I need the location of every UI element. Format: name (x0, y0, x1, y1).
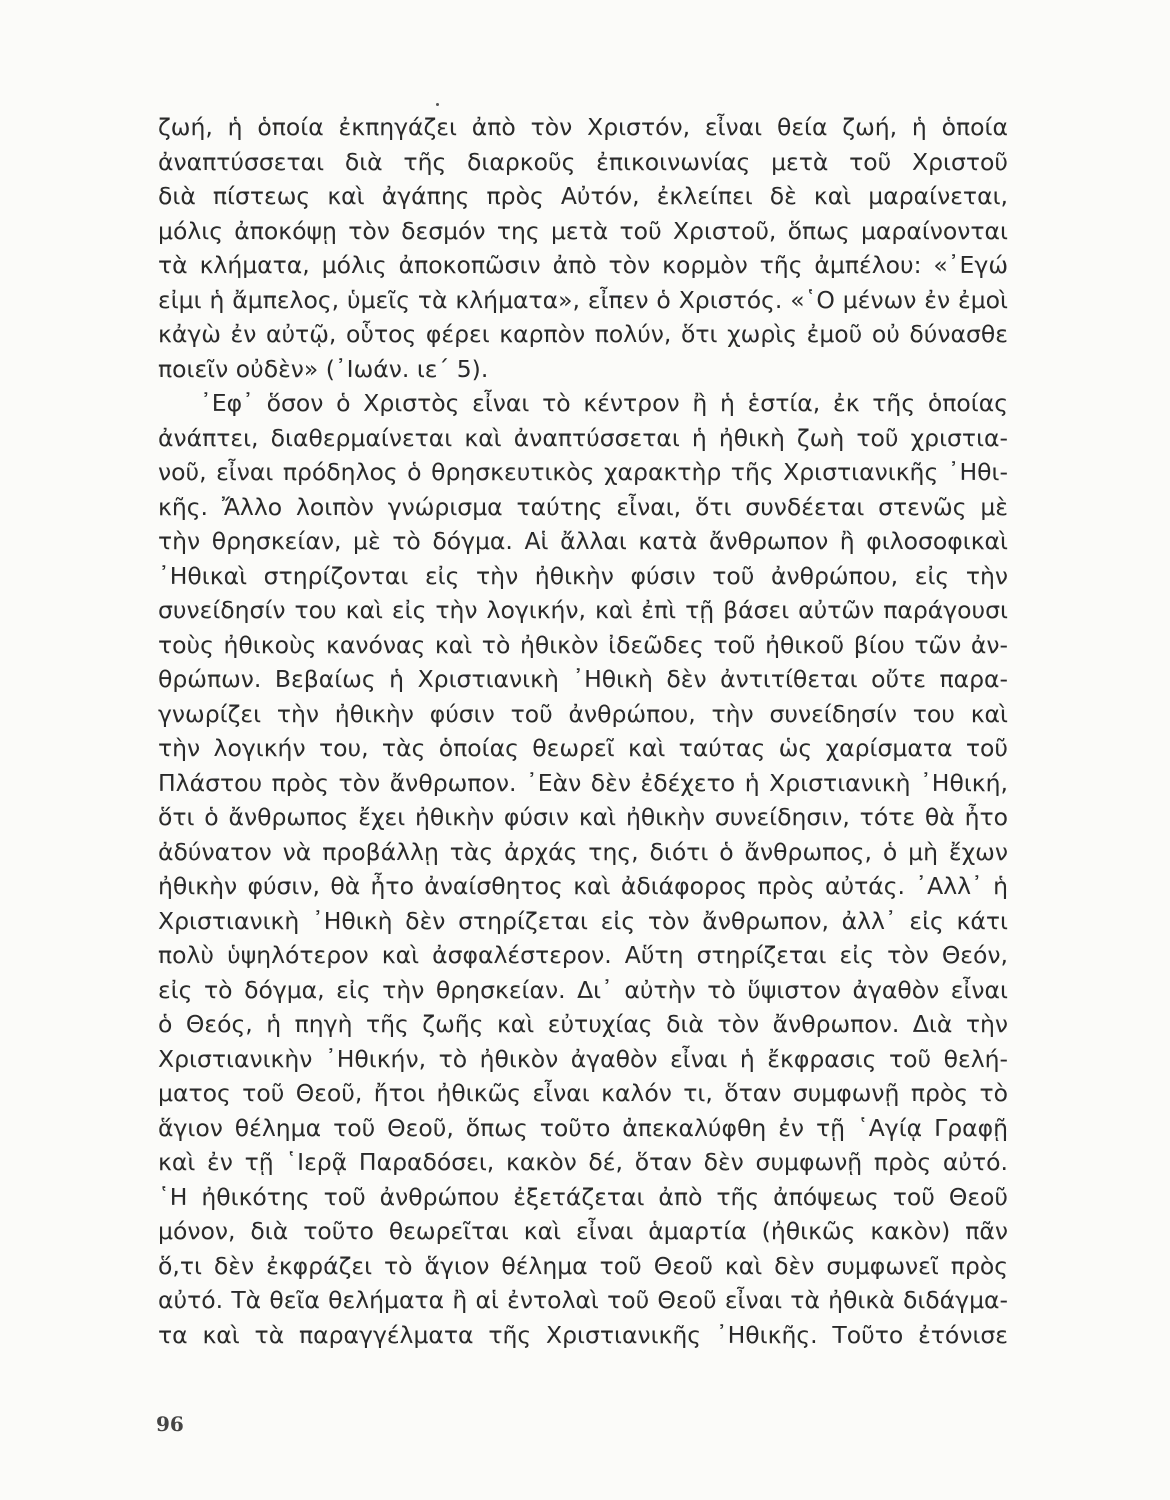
text-line: τα καὶ τὰ παραγγέλματα τῆς Χριστιανικῆς ᾿Ηθικῆς. Τοῦτο ἐτόνισε (158, 1320, 1008, 1349)
text-line: ὁ Θεός, ἡ πηγὴ τῆς ζωῆς καὶ εὐτυχίας διὰ τὸν ἄνθρωπον. Διὰ τὴν (158, 1010, 1008, 1038)
text-line: συνείδησίν του καὶ εἰς τὴν λογικήν, καὶ ἐπὶ τῇ βάσει αὐτῶν παράγουσι (158, 596, 1008, 624)
text-line: Χριστιανικὴ ᾿Ηθικὴ δὲν στηρίζεται εἰς τὸν ἄνθρωπον, ἀλλ᾿ εἰς κάτι (158, 906, 1008, 935)
text-line: διὰ πίστεως καὶ ἀγάπης πρὸς Αὐτόν, ἐκλείπει δὲ καὶ μαραίνεται, (158, 182, 1008, 210)
text-line: εἰς τὸ δόγμα, εἰς τὴν θρησκείαν. Δι᾿ αὐτὴν τὸ ὕψιστον ἀγαθὸν εἶναι (158, 975, 1008, 1004)
text-line: κῆς. Ἄλλο λοιπὸν γνώρισμα ταύτης εἶναι, ὅτι συνδέεται στενῶς μὲ (158, 492, 1008, 521)
text-line: τὰ κλήματα, μόλις ἀποκοπῶσιν ἀπὸ τὸν κορμὸν τῆς ἀμπέλου: «᾿Εγώ (158, 251, 1008, 279)
text-line: ἠθικὴν φύσιν, θὰ ἦτο ἀναίσθητος καὶ ἀδιάφορος πρὸς αὐτάς. ᾿Αλλ᾿ ἡ (158, 872, 1008, 900)
text-line: ῾Η ἠθικότης τοῦ ἀνθρώπου ἐξετάζεται ἀπὸ τῆς ἀπόψεως τοῦ Θεοῦ (158, 1182, 1008, 1211)
text-line: τοὺς ἠθικοὺς κανόνας καὶ τὸ ἠθικὸν ἰδεῶδες τοῦ ἠθικοῦ βίου τῶν ἀν- (158, 630, 1008, 659)
text-line: ὅτι ὁ ἄνθρωπος ἔχει ἠθικὴν φύσιν καὶ ἠθικὴν συνείδησιν, τότε θὰ ἦτο (158, 803, 1008, 831)
text-line: ποιεῖν οὐδὲν» (᾿Ιωάν. ιε΄ 5). (158, 354, 489, 383)
text-line: ἀναπτύσσεται διὰ τῆς διαρκοῦς ἐπικοινωνίας μετὰ τοῦ Χριστοῦ (158, 147, 1008, 176)
text-line: ἅγιον θέλημα τοῦ Θεοῦ, ὅπως τοῦτο ἀπεκαλύφθη ἐν τῇ ῾Αγίᾳ Γραφῇ (158, 1113, 1008, 1142)
ink-speck (436, 103, 439, 106)
text-line: μόλις ἀποκόψῃ τὸν δεσμόν της μετὰ τοῦ Χριστοῦ, ὅπως μαραίνονται (158, 216, 1008, 245)
text-line: ἀδύνατον νὰ προβάλλῃ τὰς ἀρχάς της, διότι ὁ ἄνθρωπος, ὁ μὴ ἔχων (158, 837, 1008, 866)
text-line: τὴν λογικήν του, τὰς ὁποίας θεωρεῖ καὶ ταύτας ὡς χαρίσματα τοῦ (158, 734, 1008, 762)
text-line: πολὺ ὑψηλότερον καὶ ἀσφαλέστερον. Αὕτη στηρίζεται εἰς τὸν Θεόν, (158, 941, 1008, 969)
text-line: αὐτό. Τὰ θεῖα θελήματα ἢ αἱ ἐντολαὶ τοῦ Θεοῦ εἶναι τὰ ἠθικὰ διδάγμα- (158, 1286, 1008, 1314)
paragraph-start-line: ᾿Εφ᾿ ὅσον ὁ Χριστὸς εἶναι τὸ κέντρον ἢ ἡ ἑστία, ἐκ τῆς ὁποίας (200, 389, 1008, 417)
text-line: κἀγὼ ἐν αὐτῷ, οὗτος φέρει καρπὸν πολύν, ὅτι χωρὶς ἐμοῦ οὐ δύνασθε (158, 320, 1008, 348)
text-line: μόνον, διὰ τοῦτο θεωρεῖται καὶ εἶναι ἁμαρτία (ἠθικῶς κακὸν) πᾶν (158, 1217, 1008, 1245)
text-line: γνωρίζει τὴν ἠθικὴν φύσιν τοῦ ἀνθρώπου, τὴν συνείδησίν του καὶ (158, 699, 1008, 728)
text-line: εἰμι ἡ ἄμπελος, ὑμεῖς τὰ κλήματα», εἶπεν ὁ Χριστός. «῾Ο μένων ἐν ἐμοὶ (158, 285, 1008, 314)
text-line: ματος τοῦ Θεοῦ, ἤτοι ἠθικῶς εἶναι καλόν τι, ὅταν συμφωνῇ πρὸς τὸ (158, 1079, 1008, 1107)
text-line: ζωή, ἡ ὁποία ἐκπηγάζει ἀπὸ τὸν Χριστόν, εἶναι θεία ζωή, ἡ ὁποία (158, 113, 1008, 141)
text-line: νοῦ, εἶναι πρόδηλος ὁ θρησκευτικὸς χαρακτὴρ τῆς Χριστιανικῆς ᾿Ηθι- (158, 458, 1008, 486)
text-line: ᾿Ηθικαὶ στηρίζονται εἰς τὴν ἠθικὴν φύσιν τοῦ ἀνθρώπου, εἰς τὴν (158, 561, 1008, 590)
text-line: Χριστιανικὴν ᾿Ηθικήν, τὸ ἠθικὸν ἀγαθὸν εἶναι ἡ ἔκφρασις τοῦ θελή- (158, 1044, 1008, 1073)
text-line: τὴν θρησκείαν, μὲ τὸ δόγμα. Αἱ ἄλλαι κατὰ ἄνθρωπον ἢ φιλοσοφικαὶ (158, 527, 1008, 555)
text-line: ὅ,τι δὲν ἐκφράζει τὸ ἅγιον θέλημα τοῦ Θεοῦ καὶ δὲν συμφωνεῖ πρὸς (158, 1251, 1008, 1280)
text-line: καὶ ἐν τῇ ῾Ιερᾷ Παραδόσει, κακὸν δέ, ὅταν δὲν συμφωνῇ πρὸς αὐτό. (158, 1148, 1008, 1176)
text-line: θρώπων. Βεβαίως ἡ Χριστιανικὴ ᾿Ηθικὴ δὲν ἀντιτίθεται οὔτε παρα- (158, 665, 1008, 693)
page-number: 96 (156, 1412, 184, 1436)
text-line: Πλάστου πρὸς τὸν ἄνθρωπον. ᾿Εὰν δὲν ἐδέχετο ἡ Χριστιανικὴ ᾿Ηθική, (158, 768, 1008, 797)
body-text (158, 110, 1008, 1352)
text-line: ἀνάπτει, διαθερμαίνεται καὶ ἀναπτύσσεται ἡ ἠθικὴ ζωὴ τοῦ χριστια- (158, 423, 1008, 452)
